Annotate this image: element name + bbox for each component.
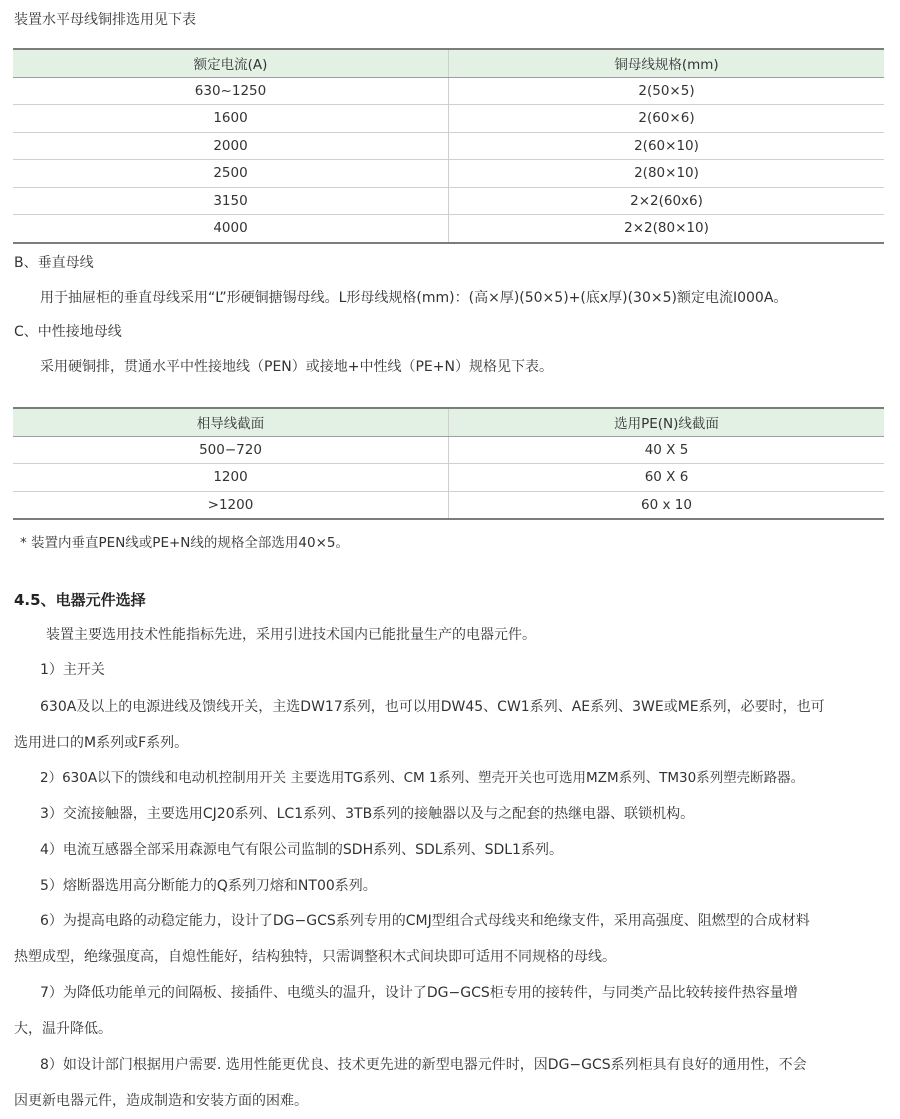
pen-table <box>13 407 884 520</box>
table-cell: 2000 <box>13 133 449 160</box>
section-45-heading: 4.5、电器元件选择 <box>14 591 146 609</box>
table-row <box>13 437 884 465</box>
table-cell: 2(60×6) <box>638 110 695 127</box>
section-c-title: C、中性接地母线 <box>14 324 122 340</box>
section-b-text: 用于抽屉柜的垂直母线采用“L”形硬铜搪锡母线。L形母线规格(mm)：(高×厚)(50×5)+(底x厚)(30×5)额定电流I000A。 <box>40 290 788 306</box>
table-header-cell: 相导线截面 <box>13 409 449 436</box>
table-header-cell: 铜母线规格(mm) <box>614 57 719 74</box>
item-3: 3）交流接触器，主要选用CJ20系列、LC1系列、3TB系列的接触器以及与之配套的热继电器、联锁机构。 <box>40 806 695 822</box>
item-1-line-1: 630A及以上的电源进线及馈线开关，主选DW17系列，也可以用DW45、CW1系列、AE系列、3WE或ME系列，必要时，也可 <box>40 699 825 715</box>
table-row <box>13 188 884 216</box>
item-4: 4）电流互感器全部采用森源电气有限公司监制的SDH系列、SDL系列、SDL1系列。 <box>40 842 563 858</box>
table-header-row <box>13 407 884 437</box>
table-row <box>13 133 884 161</box>
busbar-table <box>13 48 884 244</box>
table-row <box>13 105 884 133</box>
section-45-intro: 装置主要选用技术性能指标先进，采用引进技术国内已能批量生产的电器元件。 <box>46 627 536 643</box>
table-cell: 2×2(60x6) <box>630 192 703 209</box>
table-header-cell: 选用PE(N)线截面 <box>614 416 719 433</box>
table-cell: 3150 <box>13 188 449 215</box>
section-b-title: B、垂直母线 <box>14 255 94 271</box>
table-row <box>13 215 884 244</box>
item-7-line-1: 7）为降低功能单元的间隔板、接插件、电缆头的温升，设计了DG−GCS柜专用的接转件，与同类产品比较转接件热容量增 <box>40 985 798 1001</box>
table-row <box>13 78 884 106</box>
table-cell: 630~1250 <box>13 78 449 105</box>
table-cell: 500−720 <box>13 437 449 464</box>
table-cell: 2(80×10) <box>634 165 699 182</box>
item-6-line-2: 热塑成型，绝缘强度高，自熄性能好，结构独特，只需调整积木式间块即可适用不同规格的母线。 <box>14 949 616 965</box>
item-7-line-2: 大，温升降低。 <box>14 1021 112 1037</box>
table-cell: >1200 <box>13 492 449 519</box>
table-cell: 60 x 10 <box>641 496 692 513</box>
table-cell: 1200 <box>13 464 449 491</box>
intro-title: 装置水平母线铜排选用见下表 <box>14 12 196 28</box>
table-cell: 40 X 5 <box>644 441 689 458</box>
item-5: 5）熔断器选用高分断能力的Q系列刀熔和NT00系列。 <box>40 878 377 894</box>
item-1-line-2: 选用进口的M系列或F系列。 <box>14 735 189 751</box>
table-row <box>13 160 884 188</box>
table-cell: 2×2(80×10) <box>624 220 709 237</box>
table-cell: 2(60×10) <box>634 137 699 154</box>
table-header-cell: 额定电流(A) <box>13 50 449 77</box>
item-1-title: 1）主开关 <box>40 662 105 678</box>
table-cell: 2500 <box>13 160 449 187</box>
note-text: * 装置内垂直PEN线或PE+N线的规格全部选用40×5。 <box>20 535 349 551</box>
table-cell: 1600 <box>13 105 449 132</box>
section-c-text: 采用硬铜排，贯通水平中性接地线（PEN）或接地+中性线（PE+N）规格见下表。 <box>40 359 553 375</box>
table-cell: 60 X 6 <box>644 469 689 486</box>
item-8-line-2: 因更新电器元件，造成制造和安装方面的困难。 <box>14 1093 308 1109</box>
table-cell: 4000 <box>13 215 449 242</box>
item-6-line-1: 6）为提高电路的动稳定能力，设计了DG−GCS系列专用的CMJ型组合式母线夹和绝缘支件，采用高强度、阻燃型的合成材料 <box>40 913 810 929</box>
table-header-row <box>13 48 884 78</box>
item-8-line-1: 8）如设计部门根据用户需要. 选用性能更优良、技术更先进的新型电器元件时，因DG−GCS系列柜具有良好的通用性，不会 <box>40 1057 807 1073</box>
table-cell: 2(50×5) <box>638 82 695 99</box>
table-row <box>13 492 884 521</box>
table-row <box>13 464 884 492</box>
item-2: 2）630A以下的馈线和电动机控制用开关 主要选用TG系列、CM 1系列、塑壳开关也可选用MZM系列、TM30系列塑壳断路器。 <box>40 770 805 786</box>
